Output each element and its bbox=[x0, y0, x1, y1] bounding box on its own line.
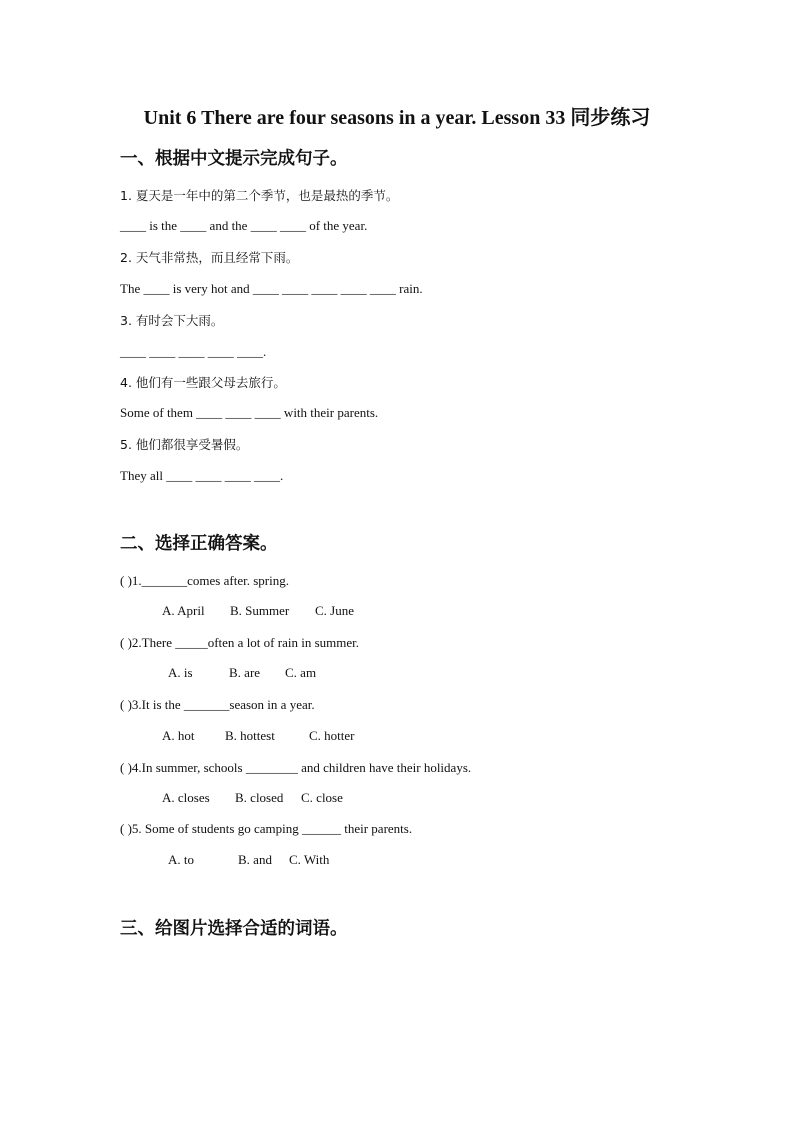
s1-q3-sentence: ____ ____ ____ ____ ____. bbox=[120, 344, 267, 359]
s2-q5-option-c: C. With bbox=[289, 852, 330, 867]
s1-q3-prompt: 3. 有时会下大雨。 bbox=[120, 313, 224, 328]
s1-q4-prompt: 4. 他们有一些跟父母去旅行。 bbox=[120, 375, 286, 390]
s1-q5-sentence: They all ____ ____ ____ ____. bbox=[120, 468, 284, 483]
s2-q5-option-b: B. and bbox=[238, 852, 272, 867]
s2-q3-question: ( )3.It is the _______season in a year. bbox=[120, 697, 315, 712]
s2-q2-option-a: A. is bbox=[168, 665, 193, 680]
s2-q3-option-a: A. hot bbox=[162, 728, 195, 743]
s2-q2-option-c: C. am bbox=[285, 665, 317, 680]
s2-q2-option-b: B. are bbox=[229, 665, 261, 680]
s1-q1-sentence: ____ is the ____ and the ____ ____ of the year. bbox=[120, 218, 368, 233]
s2-q4-option-a: A. closes bbox=[162, 790, 210, 805]
s1-q5-prompt: 5. 他们都很享受暑假。 bbox=[120, 437, 249, 452]
s1-q2-sentence: The ____ is very hot and ____ ____ ____ ____ ____ rain. bbox=[120, 281, 423, 296]
worksheet-title: Unit 6 There are four seasons in a year. Lesson 33 同步练习 bbox=[143, 107, 651, 129]
s2-q4-option-c: C. close bbox=[301, 790, 343, 805]
s2-q1-option-b: B. Summer bbox=[230, 603, 290, 618]
section1-heading: 一、根据中文提示完成句子。 bbox=[120, 149, 348, 169]
s1-q1-prompt: 1. 夏天是一年中的第二个季节，也是最热的季节。 bbox=[120, 188, 399, 203]
section3-heading: 三、给图片选择合适的词语。 bbox=[120, 919, 348, 939]
s2-q3-option-b: B. hottest bbox=[225, 728, 275, 743]
s2-q5-option-a: A. to bbox=[168, 852, 194, 867]
s1-q4-sentence: Some of them ____ ____ ____ with their parents. bbox=[120, 405, 379, 420]
s2-q3-option-c: C. hotter bbox=[309, 728, 355, 743]
s2-q4-option-b: B. closed bbox=[235, 790, 284, 805]
s2-q1-option-c: C. June bbox=[315, 603, 354, 618]
section2-heading: 二、选择正确答案。 bbox=[120, 534, 278, 554]
s2-q1-question: ( )1._______comes after. spring. bbox=[120, 573, 289, 588]
s2-q5-question: ( )5. Some of students go camping ______ their parents. bbox=[120, 821, 413, 836]
s2-q4-question: ( )4.In summer, schools ________ and children have their holidays. bbox=[120, 760, 472, 775]
s1-q2-prompt: 2. 天气非常热，而且经常下雨。 bbox=[120, 250, 299, 265]
s2-q2-question: ( )2.There _____often a lot of rain in summer. bbox=[120, 635, 359, 650]
s2-q1-option-a: A. April bbox=[162, 603, 205, 618]
